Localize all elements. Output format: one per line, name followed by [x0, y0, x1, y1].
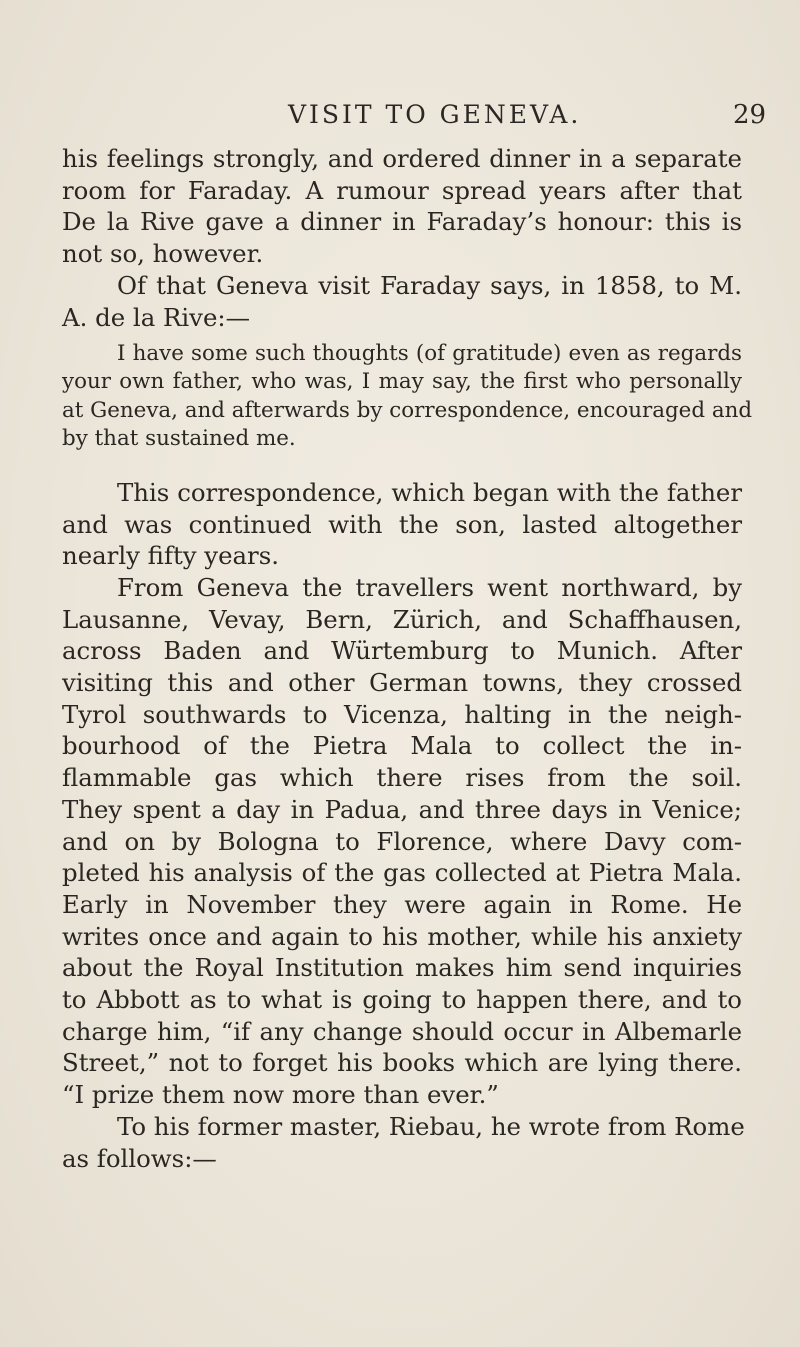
page-number: 29 — [733, 100, 767, 130]
text-line: They spent a day in Padua, and three days in Venice; — [62, 794, 742, 824]
text-line: From Geneva the travellers went northward, by — [117, 573, 742, 602]
text-line: De la Rive gave a dinner in Faraday’s honour: this is — [62, 207, 742, 237]
text-line: Street,” not to forget his books which are lying there. — [62, 1048, 742, 1078]
text-line: as follows:— — [62, 1143, 217, 1173]
running-title: VISIT TO GENEVA. — [288, 100, 582, 129]
text-line: nearly fifty years. — [62, 541, 279, 571]
text-line: across Baden and Würtemburg to Munich. After — [62, 636, 742, 666]
block-quote — [62, 340, 753, 453]
text-line: Lausanne, Vevay, Bern, Zürich, and Schaffhausen, — [62, 604, 742, 634]
text-line: bourhood of the Pietra Mala to collect the in- — [62, 731, 742, 761]
text-line: by that sustained me. — [62, 425, 296, 451]
text-line: visiting this and other German towns, they crossed — [62, 668, 742, 698]
text-line: and on by Bologna to Florence, where Davy com- — [62, 826, 742, 856]
paragraph — [62, 143, 742, 270]
text-line: To his former master, Riebau, he wrote from Rome — [117, 1112, 745, 1141]
text-line: Of that Geneva visit Faraday says, in 1858, to M. — [117, 271, 742, 300]
text-line: not so, however. — [62, 239, 264, 269]
text-line: pleted his analysis of the gas collected at Pietra Mala. — [62, 858, 742, 888]
text-line: room for Faraday. A rumour spread years after that — [62, 175, 742, 205]
running-head — [0, 100, 800, 140]
paragraph — [62, 1111, 745, 1174]
text-line: Early in November they were again in Rome. He — [62, 889, 742, 919]
text-line: his feelings strongly, and ordered dinner in a separate — [62, 144, 742, 173]
paragraph — [62, 477, 742, 572]
paragraph — [62, 572, 742, 1111]
text-line: your own father, who was, I may say, the first who personally — [62, 369, 742, 395]
text-line: flammable gas which there rises from the soil. — [62, 763, 742, 793]
text-line: I have some such thoughts (of gratitude) even as regards — [117, 341, 742, 366]
text-line: to Abbott as to what is going to happen there, and to — [62, 984, 742, 1014]
text-line: This correspondence, which began with the father — [117, 478, 742, 507]
text-line: writes once and again to his mother, while his anxiety — [62, 921, 742, 951]
text-line: and was continued with the son, lasted altogether — [62, 509, 742, 539]
text-line: at Geneva, and afterwards by correspondence, encouraged and — [62, 397, 753, 423]
text-line: Tyrol southwards to Vicenza, halting in the neigh- — [62, 699, 742, 729]
text-line: about the Royal Institution makes him send inquiries — [62, 953, 742, 983]
text-line: charge him, “if any change should occur in Albemarle — [62, 1016, 742, 1046]
text-line: “I prize them now more than ever.” — [62, 1080, 499, 1109]
text-line: A. de la Rive:— — [62, 302, 251, 332]
paragraph — [62, 270, 742, 333]
